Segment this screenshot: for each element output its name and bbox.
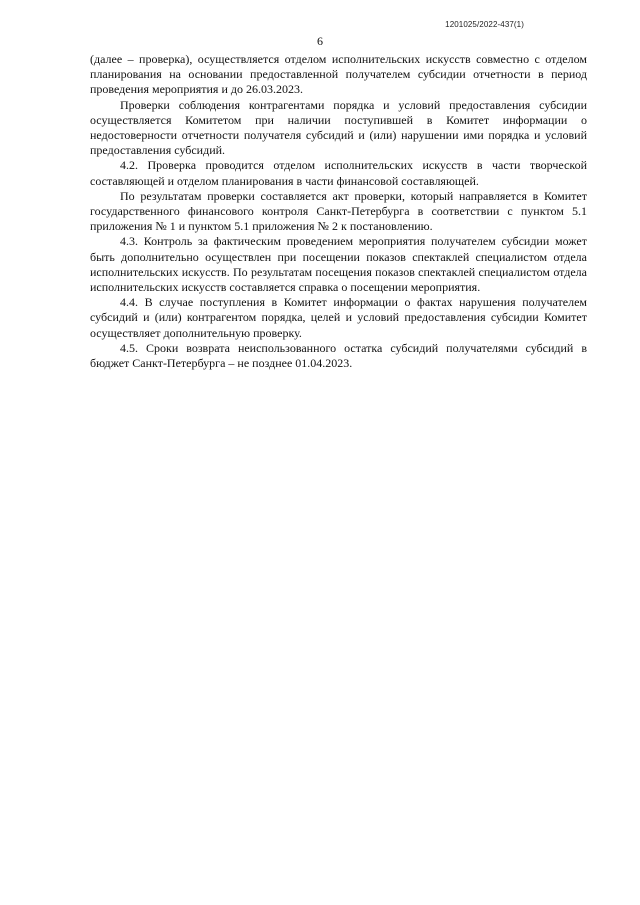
document-body [90, 52, 587, 371]
paragraph-contractor-checks: Проверки соблюдения контрагентами порядка и условий предоставления субсидии осуществляется Комитетом при наличии поступившей в Комитет информации о недостоверности отчетности получателя субсидий и (или) нарушении ими порядка и условий предоставления субсидий. [90, 97, 587, 158]
page-number: 6 [317, 34, 323, 48]
paragraph-4-3: 4.3. Контроль за фактическим проведением мероприятия получателем субсидии может быть дополнительно осуществлен при посещении показов спектаклей специалистом отдела исполнительских искусств. По результатам посещения показов спектаклей специалистом отдела исполнительских искусств составляется справка о посещении мероприятия. [90, 234, 587, 295]
paragraph-4-2: 4.2. Проверка проводится отделом исполнительских искусств в части творческой составляющей и отделом планирования в части финансовой составляющей. [90, 158, 587, 188]
paragraph-continuation: (далее – проверка), осуществляется отделом исполнительских искусств совместно с отделом планирования на основании предоставленной получателем субсидии отчетности в период проведения мероприятия и до 26.03.2023. [90, 52, 587, 97]
paragraph-4-4: 4.4. В случае поступления в Комитет информации о фактах нарушения получателем субсидий и (или) контрагентом порядка, целей и условий предоставления субсидии Комитет осуществляет дополнительную проверку. [90, 295, 587, 340]
paragraph-inspection-act: По результатам проверки составляется акт проверки, который направляется в Комитет государственного финансового контроля Санкт-Петербурга в соответствии с пунктом 5.1 приложения № 1 и пунктом 5.1 приложения № 2 к постановлению. [90, 188, 587, 234]
paragraph-4-5: 4.5. Сроки возврата неиспользованного остатка субсидий получателями субсидий в бюджет Санкт-Петербурга – не позднее 01.04.2023. [90, 340, 587, 371]
document-registration-number: 1201025/2022-437(1) [445, 20, 524, 29]
